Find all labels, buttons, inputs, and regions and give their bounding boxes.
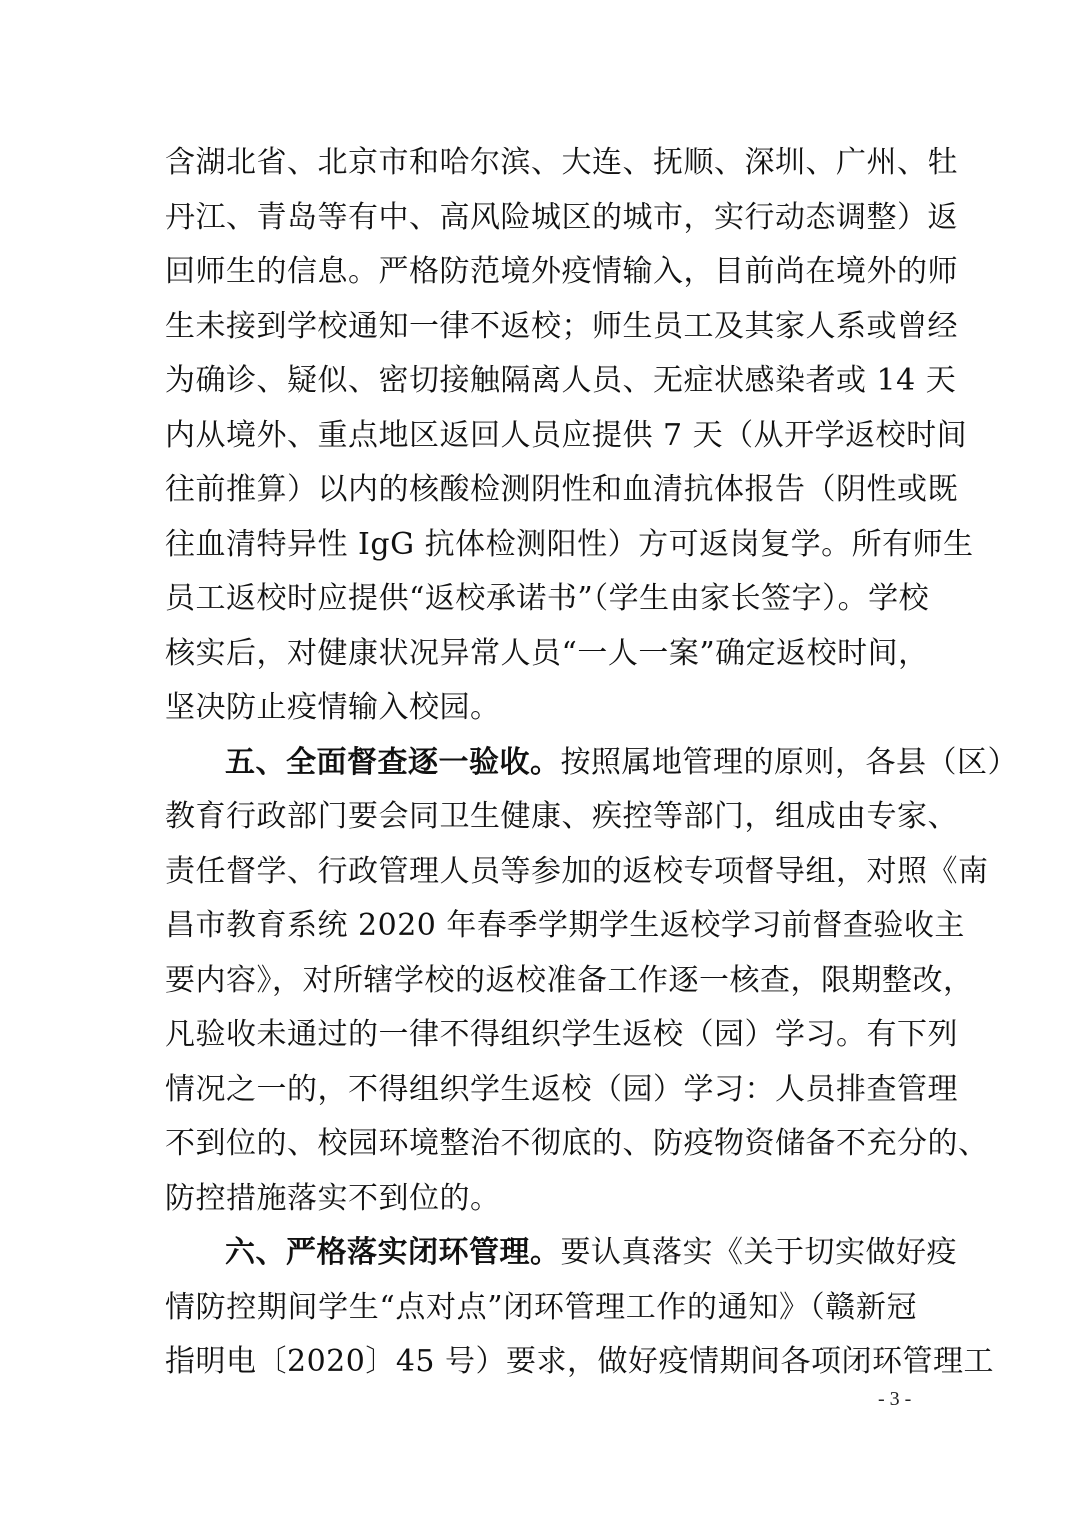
text-line: 要内容》，对所辖学校的返校准备工作逐一核查，限期整改，: [165, 962, 974, 998]
text-line: 核实后，对健康状况异常人员“一人一案”确定返校时间，: [165, 635, 929, 671]
text-line: 不到位的、校园环境整治不彻底的、防疫物资储备不充分的、: [165, 1126, 989, 1161]
section-five: [165, 736, 1018, 1227]
text-line: 回师生的信息。严格防范境外疫情输入，目前尚在境外的师: [165, 254, 958, 289]
text-line: 往血清特异性 IgG 抗体检测阳性）方可返岗复学。所有师生: [165, 526, 974, 562]
text-line: 生未接到学校通知一律不返校；师生员工及其家人系或曾经: [165, 308, 958, 344]
text-line: 情况之一的，不得组织学生返校（园）学习：人员排查管理: [165, 1071, 958, 1107]
text-line: 往前推算）以内的核酸检测阴性和血清抗体报告（阴性或既: [165, 472, 958, 507]
document-body: [165, 136, 1018, 1390]
text-line: 坚决防止疫情输入校园。: [165, 690, 501, 725]
page-number: - 3 -: [878, 1388, 912, 1410]
text-line: 教育行政部门要会同卫生健康、疾控等部门，组成由专家、: [165, 799, 958, 834]
section-first-line: [165, 1226, 957, 1281]
section-heading: 六、严格落实闭环管理。: [225, 1235, 561, 1270]
text-line: 含湖北省、北京市和哈尔滨、大连、抚顺、深圳、广州、牡: [165, 145, 958, 180]
text-line: 防控措施落实不到位的。: [165, 1180, 501, 1216]
section-text: 按照属地管理的原则，各县（区）: [560, 744, 1018, 780]
text-line: 为确诊、疑似、密切接触隔离人员、无症状感染者或 14 天: [165, 363, 957, 398]
text-line: 昌市教育系统 2020 年春季学期学生返校学习前督查验收主: [165, 908, 965, 943]
text-line: 内从境外、重点地区返回人员应提供 7 天（从开学返校时间: [165, 417, 968, 453]
text-line: 责任督学、行政管理人员等参加的返校专项督导组，对照《南: [165, 853, 989, 889]
section-text: 要认真落实《关于切实做好疫: [560, 1235, 957, 1270]
section-six: [165, 1226, 995, 1390]
text-line: 员工返校时应提供“返校承诺书”（学生由家长签字）。学校: [165, 581, 930, 616]
section-heading: 五、全面督查逐一验收。: [225, 744, 561, 780]
text-line: 情防控期间学生“点对点”闭环管理工作的通知》（赣新冠: [165, 1289, 917, 1325]
text-line: 凡验收未通过的一律不得组织学生返校（园）学习。有下列: [165, 1017, 958, 1052]
text-line: 指明电〔2020〕45 号）要求，做好疫情期间各项闭环管理工: [165, 1344, 995, 1379]
section-first-line: [165, 736, 1018, 791]
paragraph-continuation: [165, 136, 974, 736]
text-line: 丹江、青岛等有中、高风险城区的城市，实行动态调整）返: [165, 199, 958, 235]
